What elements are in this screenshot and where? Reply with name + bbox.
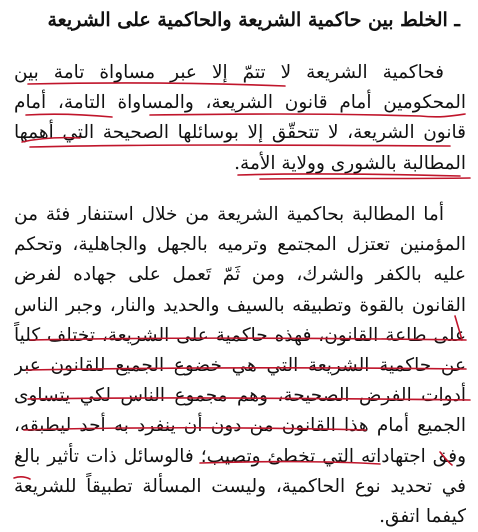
text-line: الجميع أمام هذا القانون من دون أن ينفرد به أحد ليطبقه، [14, 415, 466, 437]
text-line: فحاكمية الشريعة لا تتمّ إلا عبر مساواة تامة بين [14, 62, 444, 83]
text-line: أما المطالبة بحاكمية الشريعة من خلال استنفار فئة من [14, 204, 444, 225]
text-line: عن حاكمية الشريعة التي هي خضوع الجميع للقانون عبر [14, 354, 466, 376]
text-line: المحكومين أمام قانون الشريعة، والمساواة التامة، أمام [14, 92, 466, 114]
text-line: القانون بالقوة وتطبيقه بالسيف والحديد والنار، وجبر الناس [14, 294, 466, 316]
text-line: أدوات الفرض الصحيحة، وهم مجموع الناس لكي يتساوى [14, 385, 466, 407]
section-heading: ـ الخلط بين حاكمية الشريعة والحاكمية على الشريعة [47, 9, 460, 31]
text-line: المطالبة بالشورى وولاية الأمة. [234, 152, 466, 174]
text-line: على طاعة القانون، فهذه حاكمية على الشريعة، تختلف كلياً [14, 324, 466, 346]
text-line: وفق اجتهاداته التي تخطئ وتصيب؛ فالوسائل ذات تأثير بالغ [14, 445, 466, 467]
text-line: عليه بالكفر والشرك، ومن ثَمّ تَعمل على جهاده لفرض [14, 264, 466, 286]
text-line: قانون الشريعة، لا تتحقّق إلا بوسائلها الصحيحة التي أهمها [14, 122, 466, 144]
paragraph-2 [14, 200, 466, 532]
text-line: في تحديد نوع الحاكمية، وليست المسألة تطبيقاً للشريعة [14, 475, 466, 497]
paragraph-1 [14, 58, 466, 179]
text-line: كيفما اتفق. [379, 505, 466, 527]
text-line: المؤمنين تعتزل المجتمع وترميه بالجهل والجاهلية، وتحكم [14, 234, 466, 256]
